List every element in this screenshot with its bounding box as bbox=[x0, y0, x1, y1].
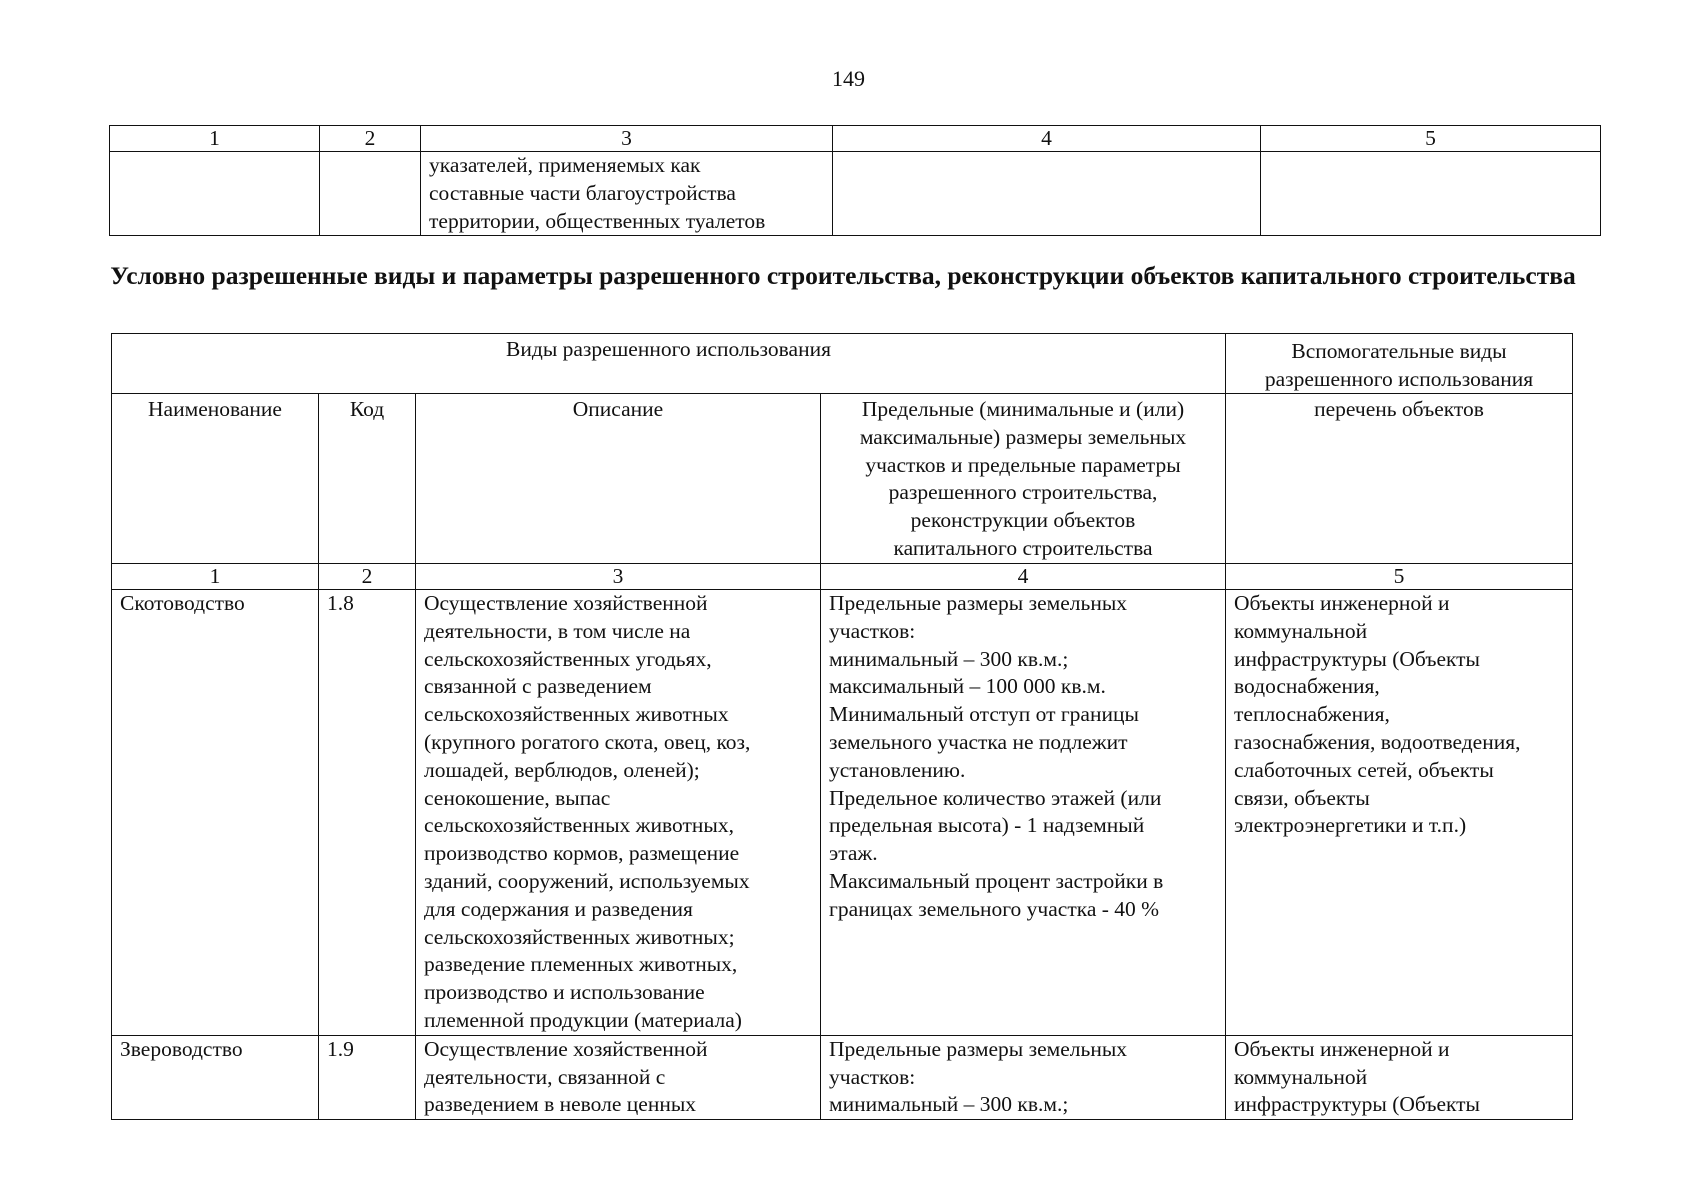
column-number-3: 3 bbox=[421, 126, 833, 152]
row-code: 1.9 bbox=[319, 1035, 416, 1119]
group-header-auxiliary-uses: Вспомогательные виды разрешенного использования bbox=[1226, 334, 1573, 394]
group-header-permitted-uses: Виды разрешенного использования bbox=[112, 334, 1226, 394]
column-number-row bbox=[110, 126, 1601, 152]
row-description: Осуществление хозяйственной деятельности, в том числе на сельскохозяйственных угодьях, связанной с разведением сельскохозяйственных животных (крупного рогатого скота, овец, коз, лошадей, верблюдов, оленей); сенокошение, выпас сельскохозяйственных животных, производство кормов, размещение зданий, сооружений, используемых для содержания и разведения сельскохозяйственных животных; разведение племенных животных, производство и использование племенной продукции (материала) bbox=[416, 590, 821, 1036]
continuation-table bbox=[109, 125, 1601, 236]
row-auxiliary bbox=[1261, 152, 1601, 236]
row-code bbox=[320, 152, 421, 236]
section-heading: Условно разрешенные виды и параметры разрешенного строительства, реконструкции объектов капитального строительства bbox=[110, 261, 1576, 290]
group-header-row bbox=[112, 334, 1573, 394]
column-header-code: Код bbox=[319, 394, 416, 564]
column-number-5: 5 bbox=[1261, 126, 1601, 152]
table-row bbox=[112, 590, 1573, 1036]
row-parameters: Предельные размеры земельных участков: минимальный – 300 кв.м.; максимальный – 100 000 кв.м. Минимальный отступ от границы земельного участка не подлежит установлению. Предельное количество этажей (или предельная высота) - 1 надземный этаж. Максимальный процент застройки в границах земельного участка - 40 % bbox=[821, 590, 1226, 1036]
column-header-description: Описание bbox=[416, 394, 821, 564]
row-name: Звероводство bbox=[112, 1035, 319, 1119]
column-header-row bbox=[112, 394, 1573, 564]
conditional-use-table bbox=[111, 333, 1573, 1120]
column-header-parameters: Предельные (минимальные и (или) максимальные) размеры земельных участков и предельные параметры разрешенного строительства, реконструкции объектов капитального строительства bbox=[821, 394, 1226, 564]
row-description: указателей, применяемых как составные части благоустройства территории, общественных туалетов bbox=[421, 152, 833, 236]
column-number-5: 5 bbox=[1226, 564, 1573, 590]
column-number-4: 4 bbox=[821, 564, 1226, 590]
table-row bbox=[112, 1035, 1573, 1119]
row-auxiliary: Объекты инженерной и коммунальной инфраструктуры (Объекты водоснабжения, теплоснабжения, газоснабжения, водоотведения, слаботочных сетей, объекты связи, объекты электроэнергетики и т.п.) bbox=[1226, 590, 1573, 1036]
column-number-3: 3 bbox=[416, 564, 821, 590]
row-name bbox=[110, 152, 320, 236]
row-name: Скотоводство bbox=[112, 590, 319, 1036]
row-parameters bbox=[833, 152, 1261, 236]
column-header-auxiliary: перечень объектов bbox=[1226, 394, 1573, 564]
row-auxiliary: Объекты инженерной и коммунальной инфраструктуры (Объекты bbox=[1226, 1035, 1573, 1119]
column-number-2: 2 bbox=[319, 564, 416, 590]
row-description: Осуществление хозяйственной деятельности, связанной с разведением в неволе ценных bbox=[416, 1035, 821, 1119]
page-number: 149 bbox=[832, 66, 865, 91]
column-number-1: 1 bbox=[110, 126, 320, 152]
column-header-name: Наименование bbox=[112, 394, 319, 564]
row-parameters: Предельные размеры земельных участков: минимальный – 300 кв.м.; bbox=[821, 1035, 1226, 1119]
column-number-1: 1 bbox=[112, 564, 319, 590]
row-code: 1.8 bbox=[319, 590, 416, 1036]
column-number-2: 2 bbox=[320, 126, 421, 152]
column-number-4: 4 bbox=[833, 126, 1261, 152]
column-number-row bbox=[112, 564, 1573, 590]
table-row bbox=[110, 152, 1601, 236]
